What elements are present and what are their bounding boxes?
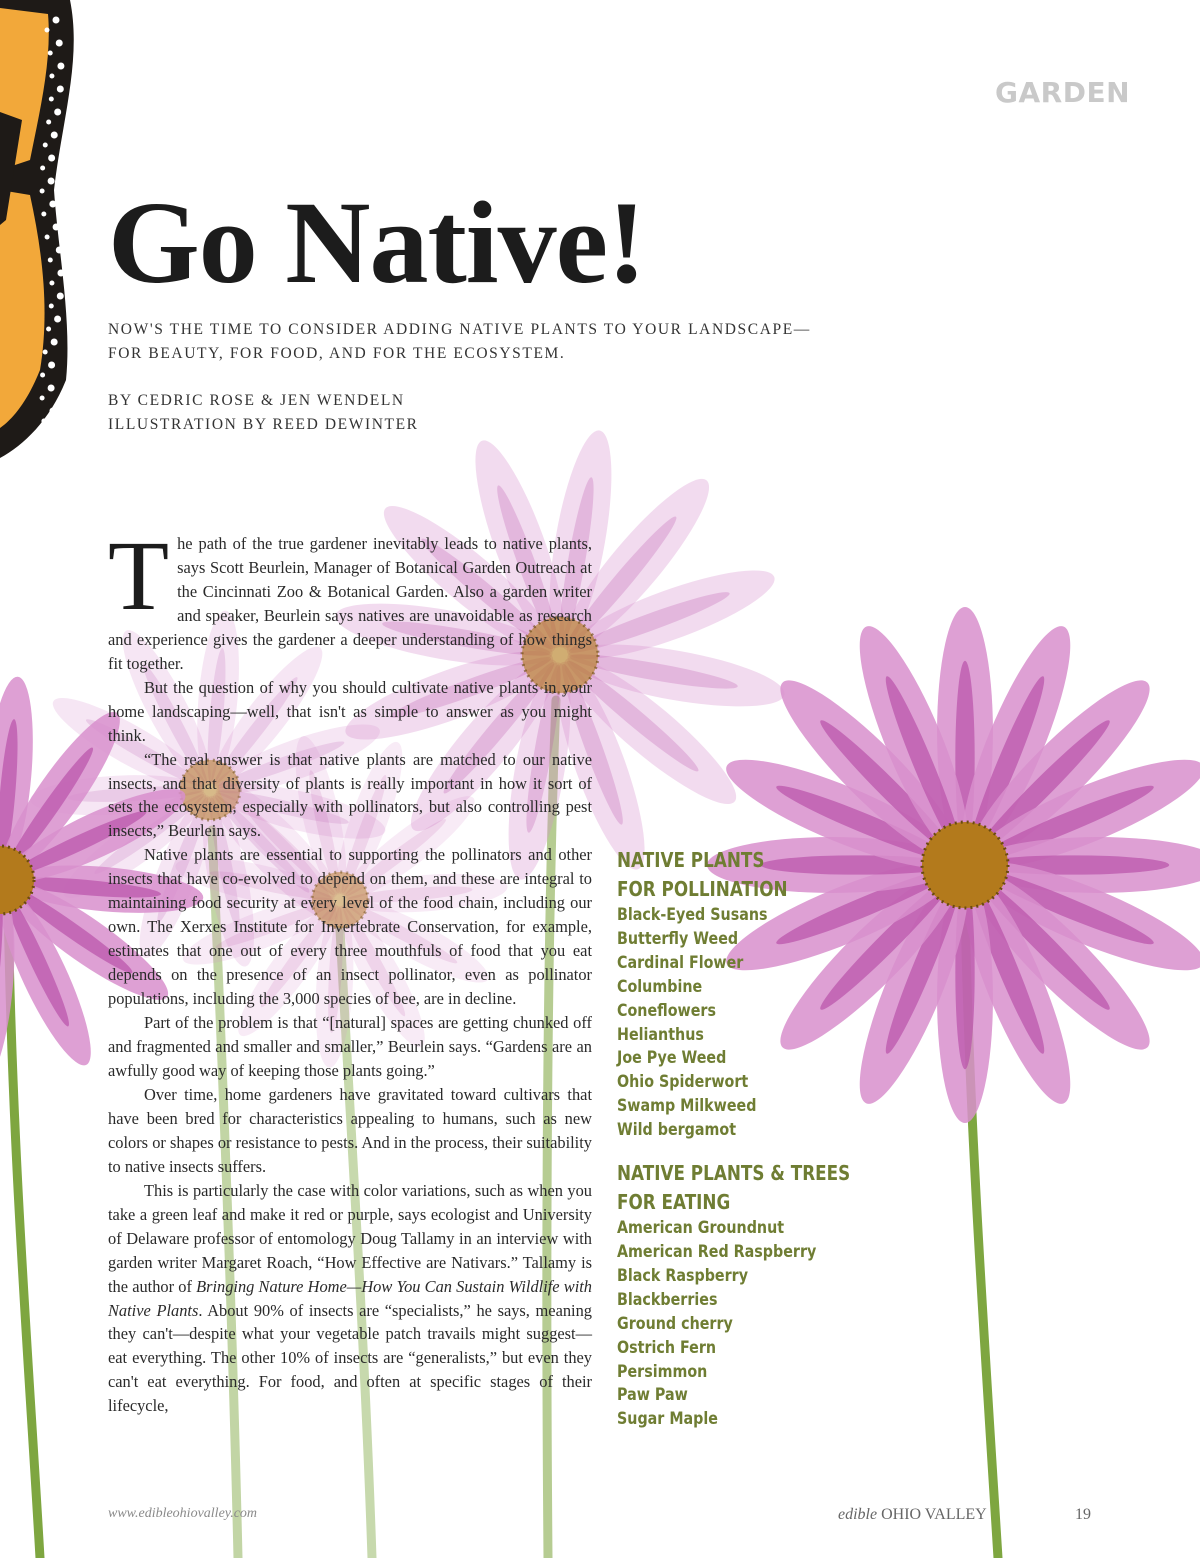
article-body [108, 520, 592, 1418]
magazine-name-rest: OHIO VALLEY [881, 1506, 987, 1523]
wing-spot [41, 419, 46, 424]
author-byline: BY CEDRIC ROSE & JEN WENDELN [108, 392, 405, 409]
wing-spot [46, 120, 51, 125]
wing-spot [51, 339, 58, 346]
wing-spot [53, 17, 60, 24]
dek-line-1: NOW'S THE TIME TO CONSIDER ADDING NATIVE PLANTS TO YOUR LANDSCAPE— [108, 321, 811, 338]
page-number: 19 [1075, 1506, 1091, 1523]
list-item: Ohio Spiderwort [617, 1072, 749, 1093]
paragraph: Part of the problem is that “[natural] spaces are getting chunked off and fragmented and smaller and smaller,” Beurlein says. “Gardens are an awfully good way of keeping those plants going.” [108, 1013, 592, 1080]
wing-spot [57, 86, 64, 93]
list-item: Ostrich Fern [617, 1337, 717, 1358]
paragraph-text: he path of the true gardener inevitably leads to native plants, says Scott Beurlein, Manager of Botanical Garden Outreach at the Cincinnati Zoo & Botanical Garden. Also a garden writer and speaker, Beurlein says natives are unavoidable as research and experience gives the gardener a deeper understanding of how things fit together. [108, 534, 592, 673]
wing-spot [57, 293, 64, 300]
paragraph: Over time, home gardeners have gravitated toward cultivars that have been bred for characteristics appealing to humans, such as new colors or shapes or resistance to pests. And in the process, their suitability to native insects suffers. [108, 1084, 592, 1176]
paragraph: Native plants are essential to supporting the pollinators and other insects that have co-evolved to depend on them, and these are integral to maintaining food security at every level of the food chain, including our own. The Xerxes Institute for Invertebrate Conservation, for example, estimates that one out of every three mouthfuls of food that you eat depends on the presence of an insect pollinator, even as pollinator populations, including the 3,000 species of bee, are in decline. [108, 845, 592, 1009]
wing-spot [40, 373, 45, 378]
list-item: Black Raspberry [617, 1265, 749, 1286]
wing-spot [41, 212, 46, 217]
list-item: Blackberries [617, 1289, 718, 1310]
wing-spot [45, 235, 50, 240]
magazine-name-italic: edible [838, 1506, 878, 1523]
wing-spot [54, 316, 61, 323]
wing-spot [56, 247, 63, 254]
list-item: Helianthus [617, 1024, 704, 1045]
paragraph [108, 520, 592, 676]
section-label: GARDEN [995, 76, 1131, 109]
monarch-wing [0, 0, 74, 458]
wing-spot [45, 28, 50, 33]
native-plants-sidebar [617, 846, 877, 1448]
paragraph-text: This is particularly the case with color variations, such as when you take a green leaf and make it red or purple, says ecologist and University of Delaware professor of entomology Doug Tallamy in an interview with garden writer Margaret Roach, “How Effective are Nativars.” Tallamy is the author of [108, 1180, 592, 1296]
wing-spot [46, 327, 51, 332]
list-item: Persimmon [617, 1361, 708, 1382]
drop-cap: T [108, 520, 170, 631]
list-item: Ground cherry [617, 1313, 733, 1334]
list-item: Paw Paw [617, 1385, 688, 1406]
wing-spot [49, 201, 56, 208]
illustration-credit: ILLUSTRATION BY REED DEWINTER [108, 416, 419, 433]
sidebar-heading: FOR POLLINATION [617, 877, 788, 901]
list-item: Wild bergamot [617, 1120, 737, 1141]
wing-spot [40, 166, 45, 171]
wing-spot [49, 281, 54, 286]
paragraph-text: . About 90% of insects are “specialists,” he says, meaning they can't—despite what your vegetable patch travails might suggest—eat everything. The other 10% of insects are “generalists,” but even they can't eat everything. For food, and often at specific stages of their lifecycle, [108, 1300, 592, 1416]
byline-block [108, 389, 419, 437]
wing-spot [48, 178, 55, 185]
article-dek [108, 318, 868, 366]
wing-spot [48, 385, 55, 392]
wing-spot [51, 132, 58, 139]
wing-spot [53, 224, 60, 231]
paragraph: But the question of why you should cultivate native plants in your home landscaping—well, that isn't as simple to answer as you might think. [108, 677, 592, 745]
paragraph [108, 1179, 592, 1419]
list-item: American Red Raspberry [617, 1241, 817, 1262]
article-title: Go Native! [108, 177, 646, 308]
wing-spot [57, 63, 64, 70]
pollination-plant-list [617, 904, 877, 1143]
wing-spot [49, 97, 54, 102]
sidebar-heading: FOR EATING [617, 1190, 731, 1215]
wing-spot [49, 408, 56, 415]
list-item: Sugar Maple [617, 1409, 718, 1430]
wing-spot [49, 304, 54, 309]
footer-url: www.edibleohiovalley.com [108, 1506, 258, 1521]
wing-spot [43, 143, 48, 148]
wing-spot [48, 362, 55, 369]
wing-spot [56, 40, 63, 47]
wing-spot [54, 109, 61, 116]
list-item: American Groundnut [617, 1218, 785, 1239]
sidebar-heading: NATIVE PLANTS [617, 848, 765, 872]
list-item: Coneflowers [617, 1000, 716, 1021]
wing-spot [40, 396, 45, 401]
wing-spot [43, 350, 48, 355]
wing-spot [57, 270, 64, 277]
list-item: Cardinal Flower [617, 952, 744, 973]
wing-spot [40, 189, 45, 194]
list-item: Columbine [617, 976, 703, 997]
wing-spot [48, 258, 53, 263]
eating-plant-list [617, 1217, 877, 1432]
book-title: Bringing Nature Home—How You Can Sustain Wildlife with Native Plants [108, 1276, 592, 1320]
sidebar-heading: NATIVE PLANTS & TREES [617, 1161, 851, 1186]
list-item: Joe Pye Weed [617, 1048, 727, 1069]
paragraph: “The real answer is that native plants are matched to our native insects, and that diversity of plants is really important in how it sort of sets the ecosystem, especially with pollinators, but also controlling pest insects,” Beurlein says. [108, 749, 592, 841]
wing-spot [48, 155, 55, 162]
footer-magazine-name [838, 1506, 987, 1524]
list-item: Black-Eyed Susans [617, 905, 768, 925]
wing-spot [49, 74, 54, 79]
list-item: Swamp Milkweed [617, 1096, 757, 1117]
list-item: Butterfly Weed [617, 928, 739, 949]
dek-line-2: FOR BEAUTY, FOR FOOD, AND FOR THE ECOSYSTEM. [108, 345, 566, 362]
wing-spot [48, 51, 53, 56]
